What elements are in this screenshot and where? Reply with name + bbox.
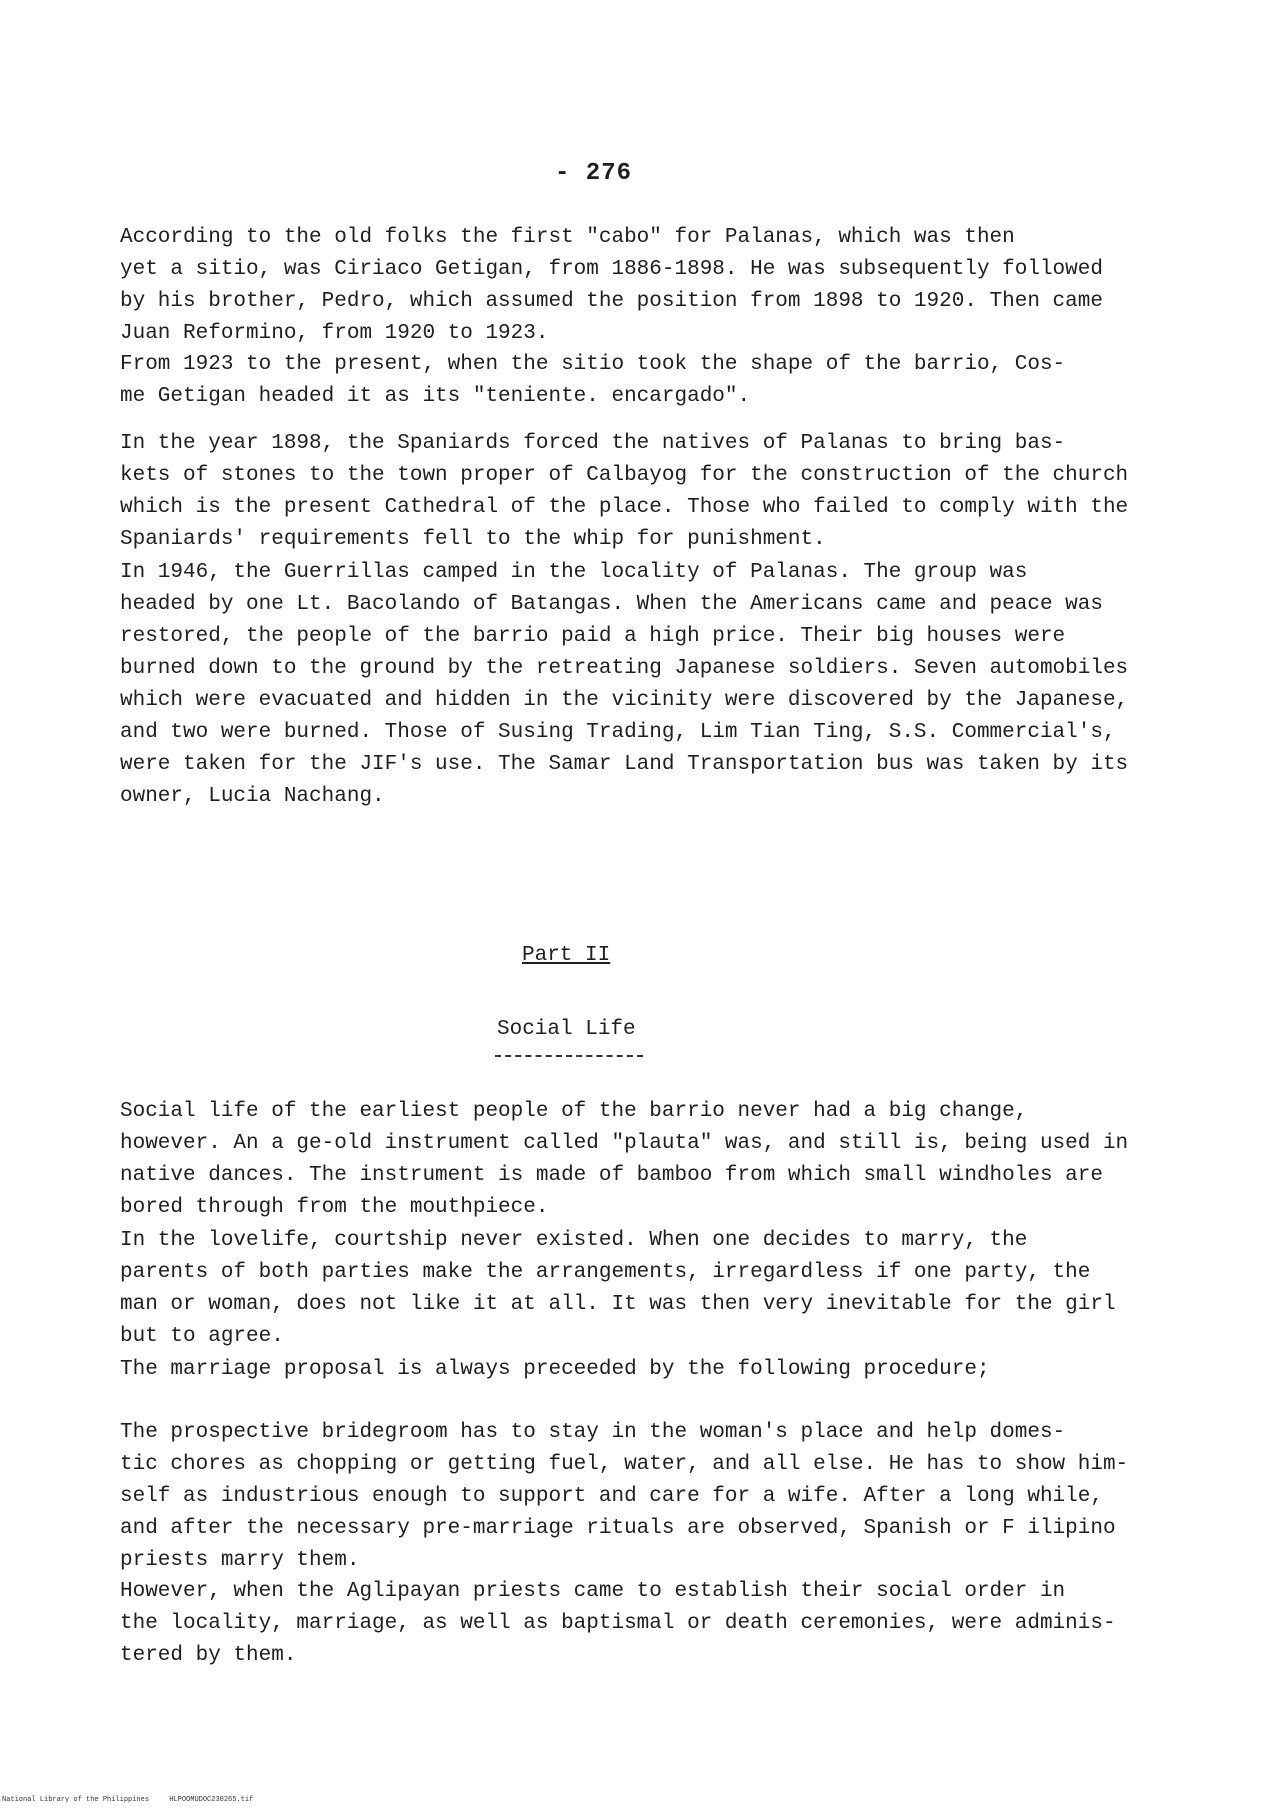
section-heading: Social Life	[497, 1018, 636, 1041]
paragraph-bridegroom: The prospective bridegroom has to stay in the woman's place and help domes- tic chores as chopping or getting fuel, water, and all else. He has to show him- self as industrious enough to support and care for a wife. After a long while, and after the necessary pre-marriage rituals are observed, Spanish or F ilipino priests marry them.	[120, 1421, 1129, 1572]
footer-file-id: HLPOOMUDOC230265.tif	[169, 1796, 254, 1804]
paragraph-cabo-history: According to the old folks the first "cabo" for Palanas, which was then yet a sitio, was Ciriaco Getigan, from 1886-1898. He was subsequently followed by his brother, Pedro, which assumed the position from 1898 to 1920. Then came Juan Reformino, from 1920 to 1923.	[120, 226, 1103, 345]
paragraph-aglipayan: However, when the Aglipayan priests came to establish their social order in the locality, marriage, as well as baptismal or death ceremonies, were adminis- tered by them.	[120, 1580, 1116, 1667]
paragraph-spaniards: In the year 1898, the Spaniards forced the natives of Palanas to bring bas- kets of stones to the town proper of Calbayog for the construction of the church which is the present Cathedral of the place. Those who failed to comply with the Spaniards' requirements fell to the whip for punishment.	[120, 432, 1129, 551]
scan-footer	[2, 1796, 269, 1805]
paragraph-guerrillas: In 1946, the Guerrillas camped in the locality of Palanas. The group was headed by one Lt. Bacolando of Batangas. When the Americans came and peace was restored, the people of the barrio paid a high price. Their big houses were burned down to the ground by the retreating Japanese soldiers. Seven automobiles which were evacuated and hidden in the vicinity were discovered by the Japanese, and two were burned. Those of Susing Trading, Lim Tian Ting, S.S. Commercial's, were taken for the JIF's use. The Samar Land Transportation bus was taken by its owner, Lucia Nachang.	[120, 561, 1129, 808]
footer-library: National Library of the Philippines	[2, 1796, 150, 1804]
page-number: - 276	[555, 160, 633, 187]
paragraph-marriage-proposal: The marriage proposal is always preceeded by the following procedure;	[120, 1358, 990, 1381]
paragraph-social-life: Social life of the earliest people of the barrio never had a big change, however. An a ge-old instrument called "plauta" was, and still is, being used in native dances. The instrument is made of bamboo from which small windholes are bored through from the mouthpiece.	[120, 1100, 1129, 1219]
paragraph-lovelife: In the lovelife, courtship never existed. When one decides to marry, the parents of both parties make the arrangements, irregardless if one party, the man or woman, does not like it at all. It was then very inevitable for the girl but to agree.	[120, 1229, 1116, 1348]
heading-underline	[495, 1055, 643, 1057]
paragraph-teniente: From 1923 to the present, when the sitio took the shape of the barrio, Cos- me Getigan headed it as its "teniente. encargado".	[120, 353, 1066, 408]
part-heading: Part II	[522, 944, 611, 967]
